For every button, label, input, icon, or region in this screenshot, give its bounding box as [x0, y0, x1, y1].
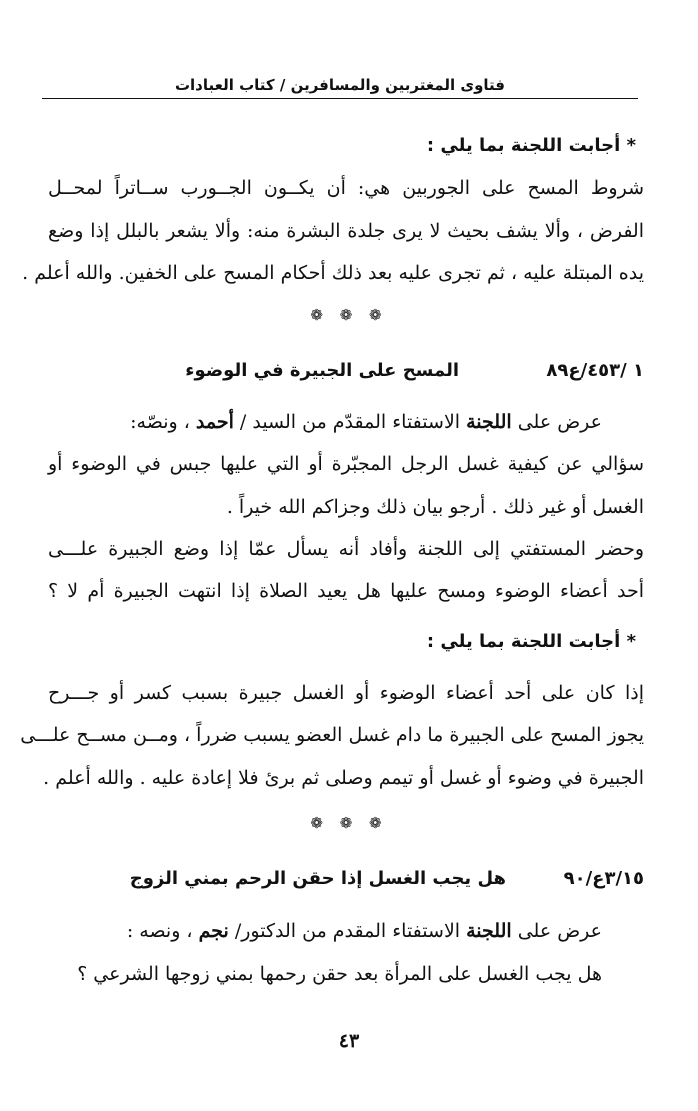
- fatwa-heading: [48, 868, 644, 898]
- answer-heading: * أجابت اللجنة بما يلي :: [426, 135, 636, 156]
- question-line: هل يجب الغسل على المرأة بعد حقن رحمها بمني زوجها الشرعي ؟: [77, 963, 602, 985]
- answer-heading: * أجابت اللجنة بما يلي :: [426, 631, 636, 652]
- running-header: فتاوى المغتربين والمسافرين / كتاب العبادات: [174, 76, 506, 94]
- intro-text: ، ونصّه:: [130, 411, 196, 433]
- answer-line: إذا كان على أحد أعضاء الوضوء أو الغسل جبيرة بسبب كسر أو جـــرح: [48, 682, 644, 704]
- intro-text: الاستفتاء المقدم من الدكتور/: [228, 920, 467, 942]
- body-line: شروط المسح على الجوربين هي: أن يكــون الجــورب ســاتراً لمحــل: [48, 177, 644, 199]
- fatwa-number: ٣/١٥ع/٩٠: [563, 868, 644, 889]
- committee-name: اللجنة: [466, 920, 512, 942]
- question-line: الغسل أو غير ذلك . أرجو بيان ذلك وجزاكم الله خيراً .: [226, 496, 644, 518]
- fatwa-title: المسح على الجبيرة في الوضوء: [185, 360, 459, 381]
- section-ornament: ❁ ❁ ❁: [310, 306, 388, 324]
- fatwa-heading: [48, 360, 644, 390]
- fatwa-title: هل يجب الغسل إذا حقن الرحم بمني الزوج: [129, 868, 506, 889]
- fatwa-intro: [42, 917, 602, 945]
- fatwa-number: ١ /٤٥٣/ع٨٩: [546, 360, 644, 381]
- question-line: أحد أعضاء الوضوء ومسح عليها هل يعيد الصلاة إذا انتهت الجبيرة أم لا ؟: [48, 580, 644, 602]
- answer-line: الجبيرة في وضوء أو غسل أو تيمم وصلى ثم برئ فلا إعادة عليه . والله أعلم .: [43, 767, 644, 789]
- committee-name: اللجنة: [466, 411, 512, 433]
- intro-text: عرض على: [511, 920, 602, 942]
- fatwa-intro: [42, 408, 602, 436]
- body-line: يده المبتلة عليه ، ثم تجرى عليه بعد ذلك أحكام المسح على الخفين. والله أعلم .: [22, 262, 644, 284]
- intro-text: ، ونصه :: [126, 920, 199, 942]
- intro-text: الاستفتاء المقدّم من السيد /: [233, 411, 467, 433]
- questioner-name: أحمد: [195, 411, 234, 433]
- intro-text: عرض على: [511, 411, 602, 433]
- question-line: وحضر المستفتي إلى اللجنة وأفاد أنه يسأل عمّا إذا وضع الجبيرة علـــى: [48, 538, 644, 560]
- section-ornament: ❁ ❁ ❁: [310, 814, 388, 832]
- header-rule: [42, 98, 638, 99]
- question-line: سؤالي عن كيفية غسل الرجل المجبّرة أو التي عليها جبس في الوضوء أو: [48, 453, 644, 475]
- answer-line: يجوز المسح على الجبيرة ما دام غسل العضو يسبب ضرراً ، ومــن مســح علـــى: [20, 724, 644, 746]
- page-number: ٤٣: [338, 1030, 360, 1052]
- body-line: الفرض ، وألا يشف بحيث لا يرى جلدة البشرة منه: وألا يشعر بالبلل إذا وضع: [48, 220, 644, 242]
- questioner-name: نجم: [198, 920, 229, 942]
